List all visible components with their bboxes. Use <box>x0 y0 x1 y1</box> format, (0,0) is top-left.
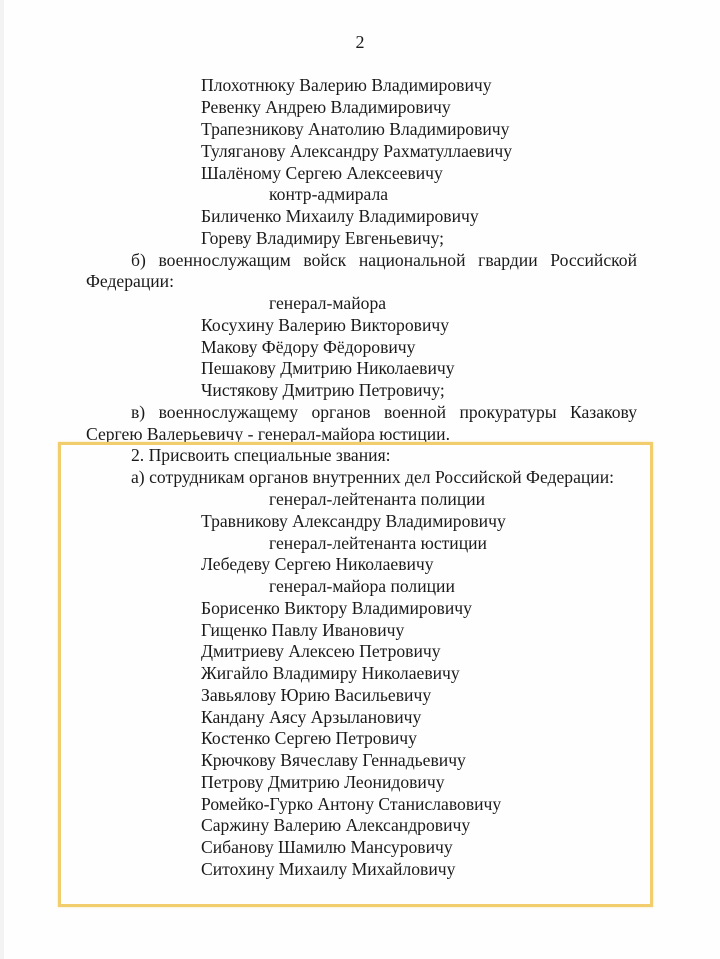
name-line: Гищенко Павлу Ивановичу <box>201 620 405 640</box>
item-b-text-continued: Федерации: <box>86 271 174 291</box>
name-line: Лебедеву Сергею Николаевичу <box>201 554 434 574</box>
name-line: Костенко Сергею Петровичу <box>201 728 417 748</box>
name-line: Дмитриеву Алексею Петровичу <box>201 641 441 661</box>
name-line: Плохотнюку Валерию Владимировичу <box>201 75 492 95</box>
name-line: Завьялову Юрию Васильевичу <box>201 685 432 705</box>
name-line: Жигайло Владимиру Николаевичу <box>201 663 460 683</box>
rank-heading: контр-адмирала <box>269 184 389 204</box>
name-line: Борисенко Виктору Владимировичу <box>201 598 472 618</box>
name-line: Травникову Александру Владимировичу <box>201 511 506 531</box>
item-v-text: в) военнослужащему органов военной прокуратуры Казакову <box>131 402 637 422</box>
section-2-heading: 2. Присвоить специальные звания: <box>131 445 391 465</box>
item-b-text: б) военнослужащим войск национальной гвардии Российской <box>131 250 637 270</box>
name-line: Туляганову Александру Рахматуллаевичу <box>201 141 513 161</box>
name-line: Косухину Валерию Викторовичу <box>201 315 450 335</box>
section-2-item-a: а) сотрудникам органов внутренних дел Российской Федерации: <box>131 467 615 487</box>
page-number: 2 <box>355 32 365 52</box>
name-line: Крючкову Вячеславу Геннадьевичу <box>201 750 466 770</box>
name-line: Петрову Дмитрию Леонидовичу <box>201 772 445 792</box>
name-line: Макову Фёдору Фёдоровичу <box>201 337 416 357</box>
name-line: Саржину Валерию Александровичу <box>201 815 471 835</box>
rank-heading: генерал-лейтенанта юстиции <box>269 533 487 553</box>
name-line: Кандану Аясу Арзылановичу <box>201 707 422 727</box>
rank-heading: генерал-лейтенанта полиции <box>269 489 486 509</box>
rank-heading: генерал-майора полиции <box>269 576 455 596</box>
name-line: Гореву Владимиру Евгеньевичу; <box>201 228 445 248</box>
name-line: Ромейко-Гурко Антону Станиславовичу <box>201 794 502 814</box>
name-line: Чистякову Дмитрию Петровичу; <box>201 380 445 400</box>
name-line: Шалёному Сергею Алексеевичу <box>201 163 443 183</box>
rank-heading: генерал-майора <box>269 293 387 313</box>
name-line: Ревенку Андрею Владимировичу <box>201 97 451 117</box>
name-line: Ситохину Михаилу Михайловичу <box>201 859 456 879</box>
name-line: Сибанову Шамилю Мансуровичу <box>201 837 453 857</box>
name-line: Трапезникову Анатолию Владимировичу <box>201 119 510 139</box>
name-line: Пешакову Дмитрию Николаевичу <box>201 358 455 378</box>
page-edge <box>0 0 4 959</box>
item-v-text-continued: Сергею Валерьевичу - генерал-майора юстиции. <box>86 424 450 444</box>
name-line: Биличенко Михаилу Владимировичу <box>201 206 479 226</box>
